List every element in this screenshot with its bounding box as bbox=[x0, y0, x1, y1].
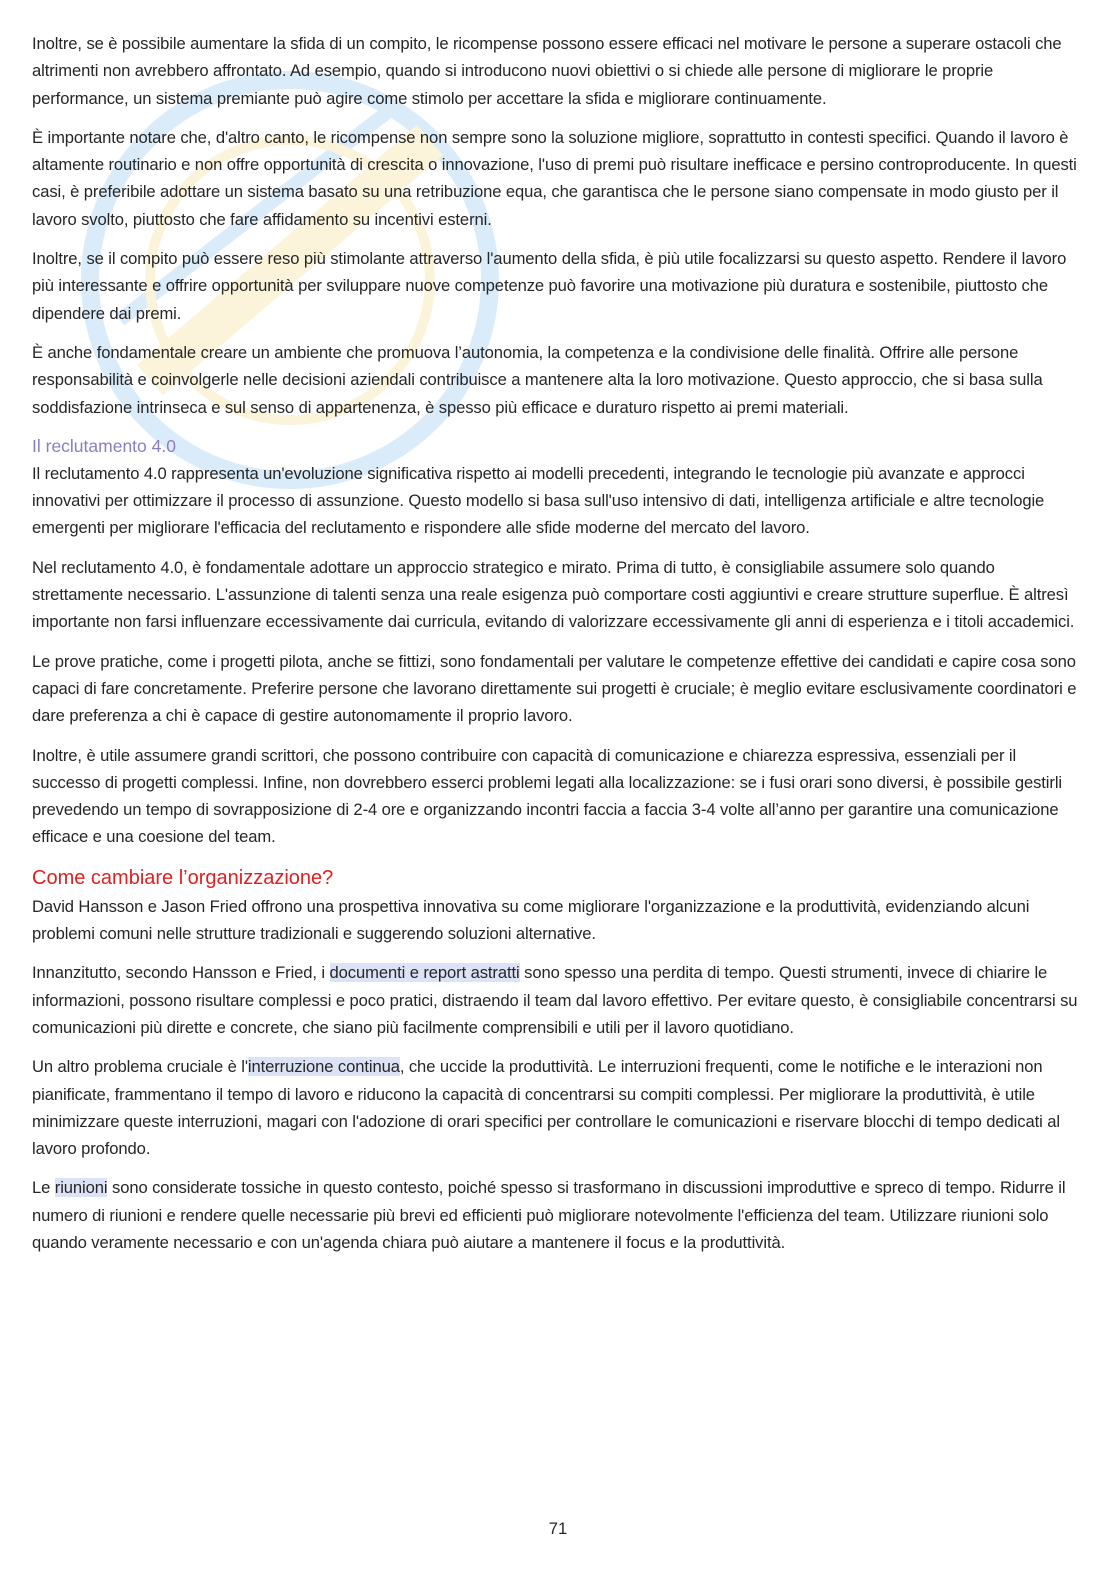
highlighted-text: riunioni bbox=[54, 1178, 108, 1198]
paragraph: È importante notare che, d'altro canto, le ricompense non sempre sono la soluzione migliore, soprattutto in contesti specifici. Quando il lavoro è altamente routinario e non offre opportunità di crescita o innovazione, l'uso di premi può risultare inefficace e persino controproducente. In questi casi, è preferibile adottare un sistema basato su una retribuzione equa, che garantisca che le persone siano compensate in modo giusto per il lavoro svolto, piuttosto che fare affidamento su incentivi esterni. bbox=[32, 127, 1077, 229]
page-number: 71 bbox=[548, 1519, 568, 1538]
text-run: Le bbox=[32, 1178, 55, 1198]
paragraph: Inoltre, è utile assumere grandi scrittori, che possono contribuire con capacità di comunicazione e chiarezza espressiva, essenziali per il successo di progetti complessi. Infine, non dovrebbero esserci problemi legati alla localizzazione: se i fusi orari sono diversi, è possibile gestirli prevedendo un tempo di sovrapposizione di 2-4 ore e organizzando incontri faccia a faccia 3-4 volte all’anno per garantire una comunicazione efficace e una coesione del team. bbox=[32, 745, 1062, 847]
paragraph: Le prove pratiche, come i progetti pilota, anche se fittizi, sono fondamentali per valutare le competenze effettive dei candidati e capire cosa sono capaci di fare concretamente. Preferire persone che lavorano direttamente sui progetti è cruciale; è meglio evitare esclusivamente coordinatori e dare preferenza a chi è capace di gestire autonomamente il proprio lavoro. bbox=[32, 651, 1077, 726]
highlighted-text: interruzione continua bbox=[247, 1057, 400, 1077]
paragraph bbox=[32, 1174, 1084, 1256]
document-page bbox=[32, 30, 1084, 1268]
paragraph bbox=[32, 959, 1084, 1041]
paragraph: È anche fondamentale creare un ambiente che promuova l’autonomia, la competenza e la condivisione delle finalità. Offrire alle persone responsabilità e coinvolgerle nelle decisioni aziendali contribuisce a mantenere alta la loro motivazione. Questo approccio, che si basa sulla soddisfazione intrinseca e sul senso di appartenenza, è spesso più efficace e duraturo rispetto ai premi materiali. bbox=[32, 342, 1043, 417]
text-run: Innanzitutto, secondo Hansson e Fried, i bbox=[32, 963, 330, 983]
highlighted-text: documenti e report astratti bbox=[329, 963, 520, 983]
paragraph: Nel reclutamento 4.0, è fondamentale adottare un approccio strategico e mirato. Prima di tutto, è consigliabile assumere solo quando strettamente necessario. L'assunzione di talenti senza una reale esigenza può comportare costi aggiuntivi e creare strutture superflue. È altresì importante non farsi influenzare eccessivamente dai curricula, evitando di valorizzare eccessivamente gli anni di esperienza e i titoli accademici. bbox=[32, 557, 1075, 632]
section-heading-organization: Come cambiare l’organizzazione? bbox=[32, 866, 334, 889]
text-run: sono spesso una perdita di tempo. Questi strumenti, invece di chiarire le informazioni, possono risultare complessi e poco pratici, distraendo il team dal lavoro effettivo. Per evitare questo, è consigliabile concentrarsi su comunicazioni più dirette e concrete, che siano più facilmente comprensibili e utili per il lavoro quotidiano. bbox=[32, 963, 1078, 1037]
paragraph: Il reclutamento 4.0 rappresenta un'evoluzione significativa rispetto ai modelli precedenti, integrando le tecnologie più avanzate e approcci innovativi per ottimizzare il processo di assunzione. Questo modello si basa sull'uso intensivo di dati, intelligenza artificiale e altre tecnologie emergenti per migliorare l'efficacia del reclutamento e rispondere alle sfide moderne del mercato del lavoro. bbox=[32, 463, 1045, 538]
paragraph: David Hansson e Jason Fried offrono una prospettiva innovativa su come migliorare l'organizzazione e la produttività, evidenziando alcuni problemi comuni nelle strutture tradizionali e suggerendo soluzioni alternative. bbox=[32, 896, 1030, 944]
paragraph bbox=[32, 1053, 1084, 1162]
text-run: Un altro problema cruciale è l' bbox=[32, 1057, 248, 1077]
text-run: , che uccide la produttività. Le interruzioni frequenti, come le notifiche e le interazioni non pianificate, frammentano il tempo di lavoro e riducono la capacità di concentrarsi su compiti complessi. Per migliorare la produttività, è utile minimizzare queste interruzioni, magari con l'adozione di orari specifici per controllare le comunicazioni e riservare blocchi di tempo dedicati al lavoro profondo. bbox=[32, 1057, 1060, 1159]
paragraph: Inoltre, se il compito può essere reso più stimolante attraverso l'aumento della sfida, è più utile focalizzarsi su questo aspetto. Rendere il lavoro più interessante e offrire opportunità per sviluppare nuove competenze può favorire una motivazione più duratura e sostenibile, piuttosto che dipendere dai premi. bbox=[32, 249, 1067, 323]
paragraph: Inoltre, se è possibile aumentare la sfida di un compito, le ricompense possono essere efficaci nel motivare le persone a superare ostacoli che altrimenti non avrebbero affrontato. Ad esempio, quando si introducono nuovi obiettivi o si chiede alle persone di migliorare le proprie performance, un sistema premiante può agire come stimolo per accettare la sfida e migliorare continuamente. bbox=[32, 34, 1062, 108]
section-subheading-recruiting: Il reclutamento 4.0 bbox=[32, 435, 176, 456]
text-run: sono considerate tossiche in questo contesto, poiché spesso si trasformano in discussioni improduttive e spreco di tempo. Ridurre il numero di riunioni e rendere quelle necessarie più brevi ed efficienti può migliorare notevolmente l'efficienza del team. Utilizzare riunioni solo quando veramente necessario e con un'agenda chiara può aiutare a mantenere il focus e la produttività. bbox=[32, 1178, 1066, 1252]
